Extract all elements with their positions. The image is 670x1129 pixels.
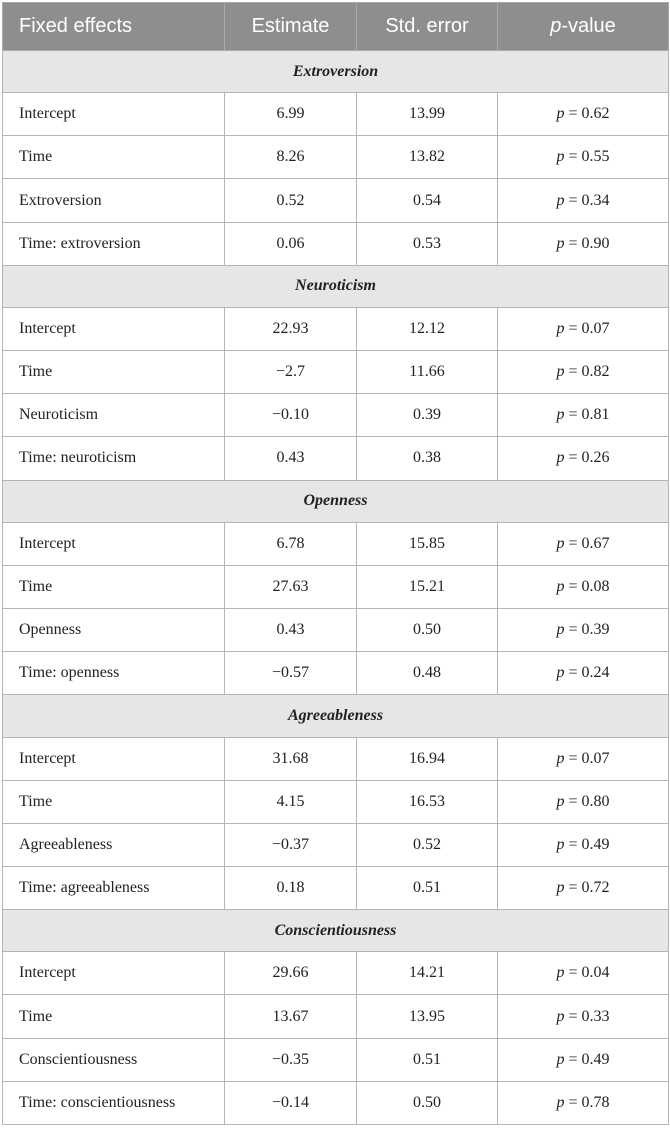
- estimate-cell: 8.26: [225, 136, 357, 179]
- p-number: = 0.07: [564, 320, 610, 338]
- table-row: [3, 995, 669, 1038]
- effect-cell: Conscientiousness: [3, 1038, 225, 1081]
- p-symbol: p: [556, 320, 565, 338]
- p-number: = 0.34: [564, 191, 610, 209]
- p-value-cell: [498, 307, 669, 350]
- estimate-cell: −0.10: [225, 394, 357, 437]
- std-error-cell: 16.53: [357, 780, 498, 823]
- table-row: [3, 609, 669, 652]
- p-symbol: p: [556, 835, 565, 853]
- p-value-cell: [498, 93, 669, 136]
- effect-cell: Neuroticism: [3, 394, 225, 437]
- p-symbol: p: [556, 792, 565, 810]
- p-value-cell: [498, 780, 669, 823]
- p-number: = 0.78: [564, 1093, 610, 1111]
- p-number: = 0.08: [564, 577, 610, 595]
- group-header-row: [3, 910, 669, 952]
- p-value-cell: [498, 737, 669, 780]
- table-row: [3, 222, 669, 265]
- p-value-cell: [498, 1038, 669, 1081]
- table-body: [3, 51, 669, 1125]
- table-row: [3, 952, 669, 995]
- p-symbol: p: [556, 363, 565, 381]
- table-row: [3, 1038, 669, 1081]
- table-row: [3, 351, 669, 394]
- p-value-cell: [498, 1081, 669, 1124]
- table-row: [3, 866, 669, 909]
- table-row: [3, 394, 669, 437]
- p-number: = 0.24: [564, 664, 610, 682]
- table-row: [3, 565, 669, 608]
- p-symbol: p: [556, 749, 565, 767]
- p-number: = 0.39: [564, 621, 610, 639]
- std-error-cell: 0.51: [357, 866, 498, 909]
- p-symbol: p: [556, 964, 565, 982]
- estimate-cell: 0.18: [225, 866, 357, 909]
- std-error-cell: 15.85: [357, 522, 498, 565]
- estimate-cell: 13.67: [225, 995, 357, 1038]
- estimate-cell: 22.93: [225, 307, 357, 350]
- p-value-cell: [498, 222, 669, 265]
- p-value-cell: [498, 995, 669, 1038]
- header-estimate: Estimate: [225, 3, 357, 51]
- effect-cell: Extroversion: [3, 179, 225, 222]
- p-symbol: p: [556, 577, 565, 595]
- table-row: [3, 179, 669, 222]
- table-row: [3, 823, 669, 866]
- std-error-cell: 0.50: [357, 1081, 498, 1124]
- header-std-error: Std. error: [357, 3, 498, 51]
- estimate-cell: 6.99: [225, 93, 357, 136]
- effect-cell: Time: [3, 995, 225, 1038]
- p-number: = 0.72: [564, 879, 610, 897]
- p-value-cell: [498, 823, 669, 866]
- effect-cell: Time: neuroticism: [3, 437, 225, 480]
- table-header: [3, 3, 669, 51]
- table-row: [3, 780, 669, 823]
- std-error-cell: 13.82: [357, 136, 498, 179]
- p-value-cell: [498, 952, 669, 995]
- effect-cell: Intercept: [3, 737, 225, 780]
- p-symbol: p: [556, 1007, 565, 1025]
- group-header-row: [3, 480, 669, 522]
- group-title: Agreeableness: [3, 695, 669, 737]
- std-error-cell: 0.48: [357, 652, 498, 695]
- p-value-cell: [498, 437, 669, 480]
- header-p-italic: p: [550, 15, 562, 37]
- group-title: Conscientiousness: [3, 910, 669, 952]
- p-symbol: p: [556, 1050, 565, 1068]
- header-fixed-effects: Fixed effects: [3, 3, 225, 51]
- group-title: Neuroticism: [3, 265, 669, 307]
- p-number: = 0.82: [564, 363, 610, 381]
- effect-cell: Time: [3, 565, 225, 608]
- p-symbol: p: [556, 234, 565, 252]
- std-error-cell: 0.54: [357, 179, 498, 222]
- effect-cell: Time: [3, 780, 225, 823]
- estimate-cell: 4.15: [225, 780, 357, 823]
- group-title: Extroversion: [3, 51, 669, 93]
- estimate-cell: −0.37: [225, 823, 357, 866]
- fixed-effects-table: [2, 2, 669, 1125]
- estimate-cell: −0.35: [225, 1038, 357, 1081]
- effect-cell: Time: [3, 351, 225, 394]
- std-error-cell: 0.38: [357, 437, 498, 480]
- effect-cell: Agreeableness: [3, 823, 225, 866]
- p-number: = 0.33: [564, 1007, 610, 1025]
- estimate-cell: 6.78: [225, 522, 357, 565]
- estimate-cell: −0.57: [225, 652, 357, 695]
- p-value-cell: [498, 136, 669, 179]
- table-row: [3, 737, 669, 780]
- header-p-value: [498, 3, 669, 51]
- std-error-cell: 0.39: [357, 394, 498, 437]
- estimate-cell: −0.14: [225, 1081, 357, 1124]
- effect-cell: Intercept: [3, 952, 225, 995]
- p-value-cell: [498, 866, 669, 909]
- p-value-cell: [498, 652, 669, 695]
- table-row: [3, 437, 669, 480]
- effect-cell: Time: openness: [3, 652, 225, 695]
- effect-cell: Time: agreeableness: [3, 866, 225, 909]
- p-symbol: p: [556, 664, 565, 682]
- p-number: = 0.07: [564, 749, 610, 767]
- p-number: = 0.26: [564, 449, 610, 467]
- p-symbol: p: [556, 534, 565, 552]
- std-error-cell: 16.94: [357, 737, 498, 780]
- p-value-cell: [498, 394, 669, 437]
- estimate-cell: 0.43: [225, 437, 357, 480]
- std-error-cell: 0.51: [357, 1038, 498, 1081]
- p-number: = 0.04: [564, 964, 610, 982]
- estimate-cell: 31.68: [225, 737, 357, 780]
- group-header-row: [3, 265, 669, 307]
- std-error-cell: 13.99: [357, 93, 498, 136]
- p-symbol: p: [556, 191, 565, 209]
- p-number: = 0.80: [564, 792, 610, 810]
- std-error-cell: 11.66: [357, 351, 498, 394]
- group-title: Openness: [3, 480, 669, 522]
- std-error-cell: 15.21: [357, 565, 498, 608]
- effect-cell: Intercept: [3, 93, 225, 136]
- table-row: [3, 93, 669, 136]
- table-row: [3, 1081, 669, 1124]
- std-error-cell: 14.21: [357, 952, 498, 995]
- p-number: = 0.62: [564, 105, 610, 123]
- std-error-cell: 12.12: [357, 307, 498, 350]
- p-symbol: p: [556, 621, 565, 639]
- p-number: = 0.49: [564, 1050, 610, 1068]
- p-value-cell: [498, 609, 669, 652]
- group-header-row: [3, 51, 669, 93]
- effect-cell: Time: extroversion: [3, 222, 225, 265]
- std-error-cell: 0.50: [357, 609, 498, 652]
- table-row: [3, 522, 669, 565]
- effect-cell: Time: [3, 136, 225, 179]
- p-number: = 0.90: [564, 234, 610, 252]
- p-symbol: p: [556, 406, 565, 424]
- table-row: [3, 652, 669, 695]
- effect-cell: Intercept: [3, 522, 225, 565]
- p-symbol: p: [556, 148, 565, 166]
- p-value-cell: [498, 351, 669, 394]
- p-symbol: p: [556, 1093, 565, 1111]
- p-number: = 0.49: [564, 835, 610, 853]
- effect-cell: Openness: [3, 609, 225, 652]
- table-row: [3, 307, 669, 350]
- effect-cell: Intercept: [3, 307, 225, 350]
- group-header-row: [3, 695, 669, 737]
- header-p-rest: -value: [561, 15, 616, 37]
- estimate-cell: −2.7: [225, 351, 357, 394]
- p-number: = 0.81: [564, 406, 610, 424]
- header-row: [3, 3, 669, 51]
- estimate-cell: 0.43: [225, 609, 357, 652]
- estimate-cell: 27.63: [225, 565, 357, 608]
- p-value-cell: [498, 522, 669, 565]
- p-symbol: p: [556, 105, 565, 123]
- effect-cell: Time: conscientiousness: [3, 1081, 225, 1124]
- table-row: [3, 136, 669, 179]
- p-symbol: p: [556, 449, 565, 467]
- p-value-cell: [498, 179, 669, 222]
- p-symbol: p: [556, 879, 565, 897]
- p-number: = 0.67: [564, 534, 610, 552]
- std-error-cell: 13.95: [357, 995, 498, 1038]
- estimate-cell: 0.52: [225, 179, 357, 222]
- estimate-cell: 0.06: [225, 222, 357, 265]
- p-value-cell: [498, 565, 669, 608]
- estimate-cell: 29.66: [225, 952, 357, 995]
- std-error-cell: 0.52: [357, 823, 498, 866]
- p-number: = 0.55: [564, 148, 610, 166]
- std-error-cell: 0.53: [357, 222, 498, 265]
